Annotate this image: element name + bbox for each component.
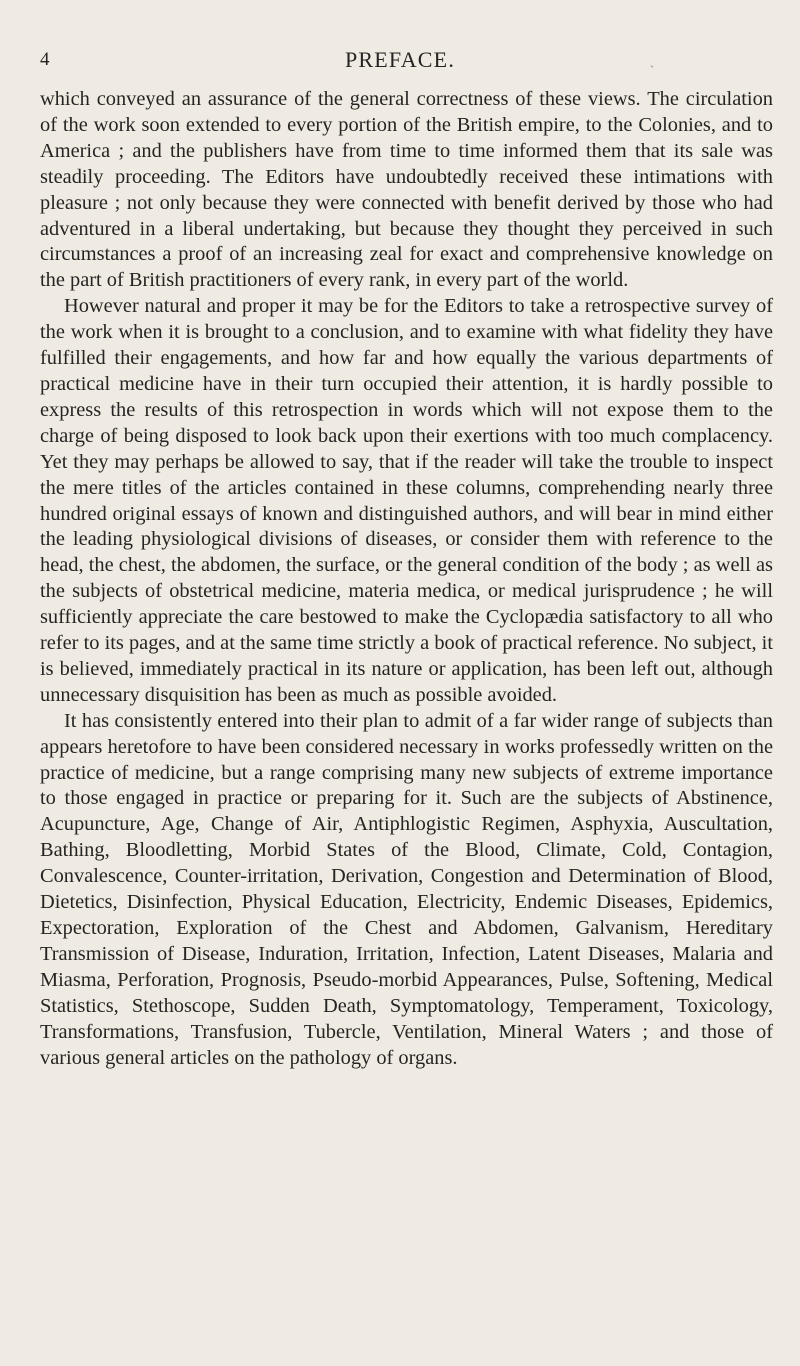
running-head <box>0 48 800 78</box>
paragraph-range-of-subjects: It has consistently entered into their plan to admit of a far wider range of subjects than appears heretofore to have been considered necessary in works professedly written on the practice of medicine, but a range comprising many new subjects of extreme importance to those engaged in practice or preparing for it. Such are the subjects of Abstinence, Acupuncture, Age, Change of Air, Antiphlogistic Regimen, Asphyxia, Auscultation, Bathing, Bloodletting, Morbid States of the Blood, Climate, Cold, Contagion, Convalescence, Counter-irritation, Derivation, Congestion and Determination of Blood, Dietetics, Disinfection, Physical Education, Electricity, Endemic Diseases, Epidemics, Expectoration, Exploration of the Chest and Abdomen, Galvanism, Hereditary Transmission of Disease, Induration, Irritation, Infection, Latent Diseases, Malaria and Miasma, Perforation, Prognosis, Pseudo-morbid Appearances, Pulse, Softening, Medical Statistics, Stethoscope, Sudden Death, Symptomatology, Temperament, Toxicology, Transformations, Transfusion, Tubercle, Ventilation, Mineral Waters ; and those of various general articles on the pathology of organs. <box>40 709 773 1069</box>
body-text <box>40 87 773 1071</box>
header-mark: ˎ <box>650 54 654 68</box>
paragraph-continuation: which conveyed an assurance of the general correctness of these views. The circulation of the work soon extended to every portion of the British empire, to the Colonies, and to America ; and the publishers have from time to time informed them that its sale was steadily proceeding. The Editors have undoubtedly received these intimations with pleasure ; not only because they were connected with benefit derived by those who had adventured in a liberal undertaking, but because they thought they perceived in such circumstances a proof of an increasing zeal for exact and comprehensive knowledge on the part of British practitioners of every rank, in every part of the world. <box>40 88 773 292</box>
page-title: PREFACE. <box>344 47 456 72</box>
paragraph-retrospective-survey: However natural and proper it may be for the Editors to take a retrospective survey of the work when it is brought to a conclusion, and to examine with what fidelity they have fulfilled their engagements, and how far and how equally the various departments of practical medicine have in their turn occupied their attention, it is hardly possible to express the results of this retrospection in words which will not expose them to the charge of being disposed to look back upon their exertions with too much complacency. Yet they may perhaps be allowed to say, that if the reader will take the trouble to inspect the mere titles of the articles contained in these columns, comprehending nearly three hundred original essays of known and distinguished authors, and will bear in mind either the leading physiological divisions of diseases, or consider them with reference to the head, the chest, the abdomen, the surface, or the general condition of the body ; as well as the subjects of obstetrical medicine, materia medica, or medical jurisprudence ; he will sufficiently appreciate the care bestowed to make the Cyclopædia satisfactory to all who refer to its pages, and at the same time strictly a book of practical reference. No subject, it is believed, immediately practical in its nature or application, has been left out, although unnecessary disquisition has been as much as possible avoided. <box>40 295 773 706</box>
page-number: 4 <box>40 49 50 70</box>
